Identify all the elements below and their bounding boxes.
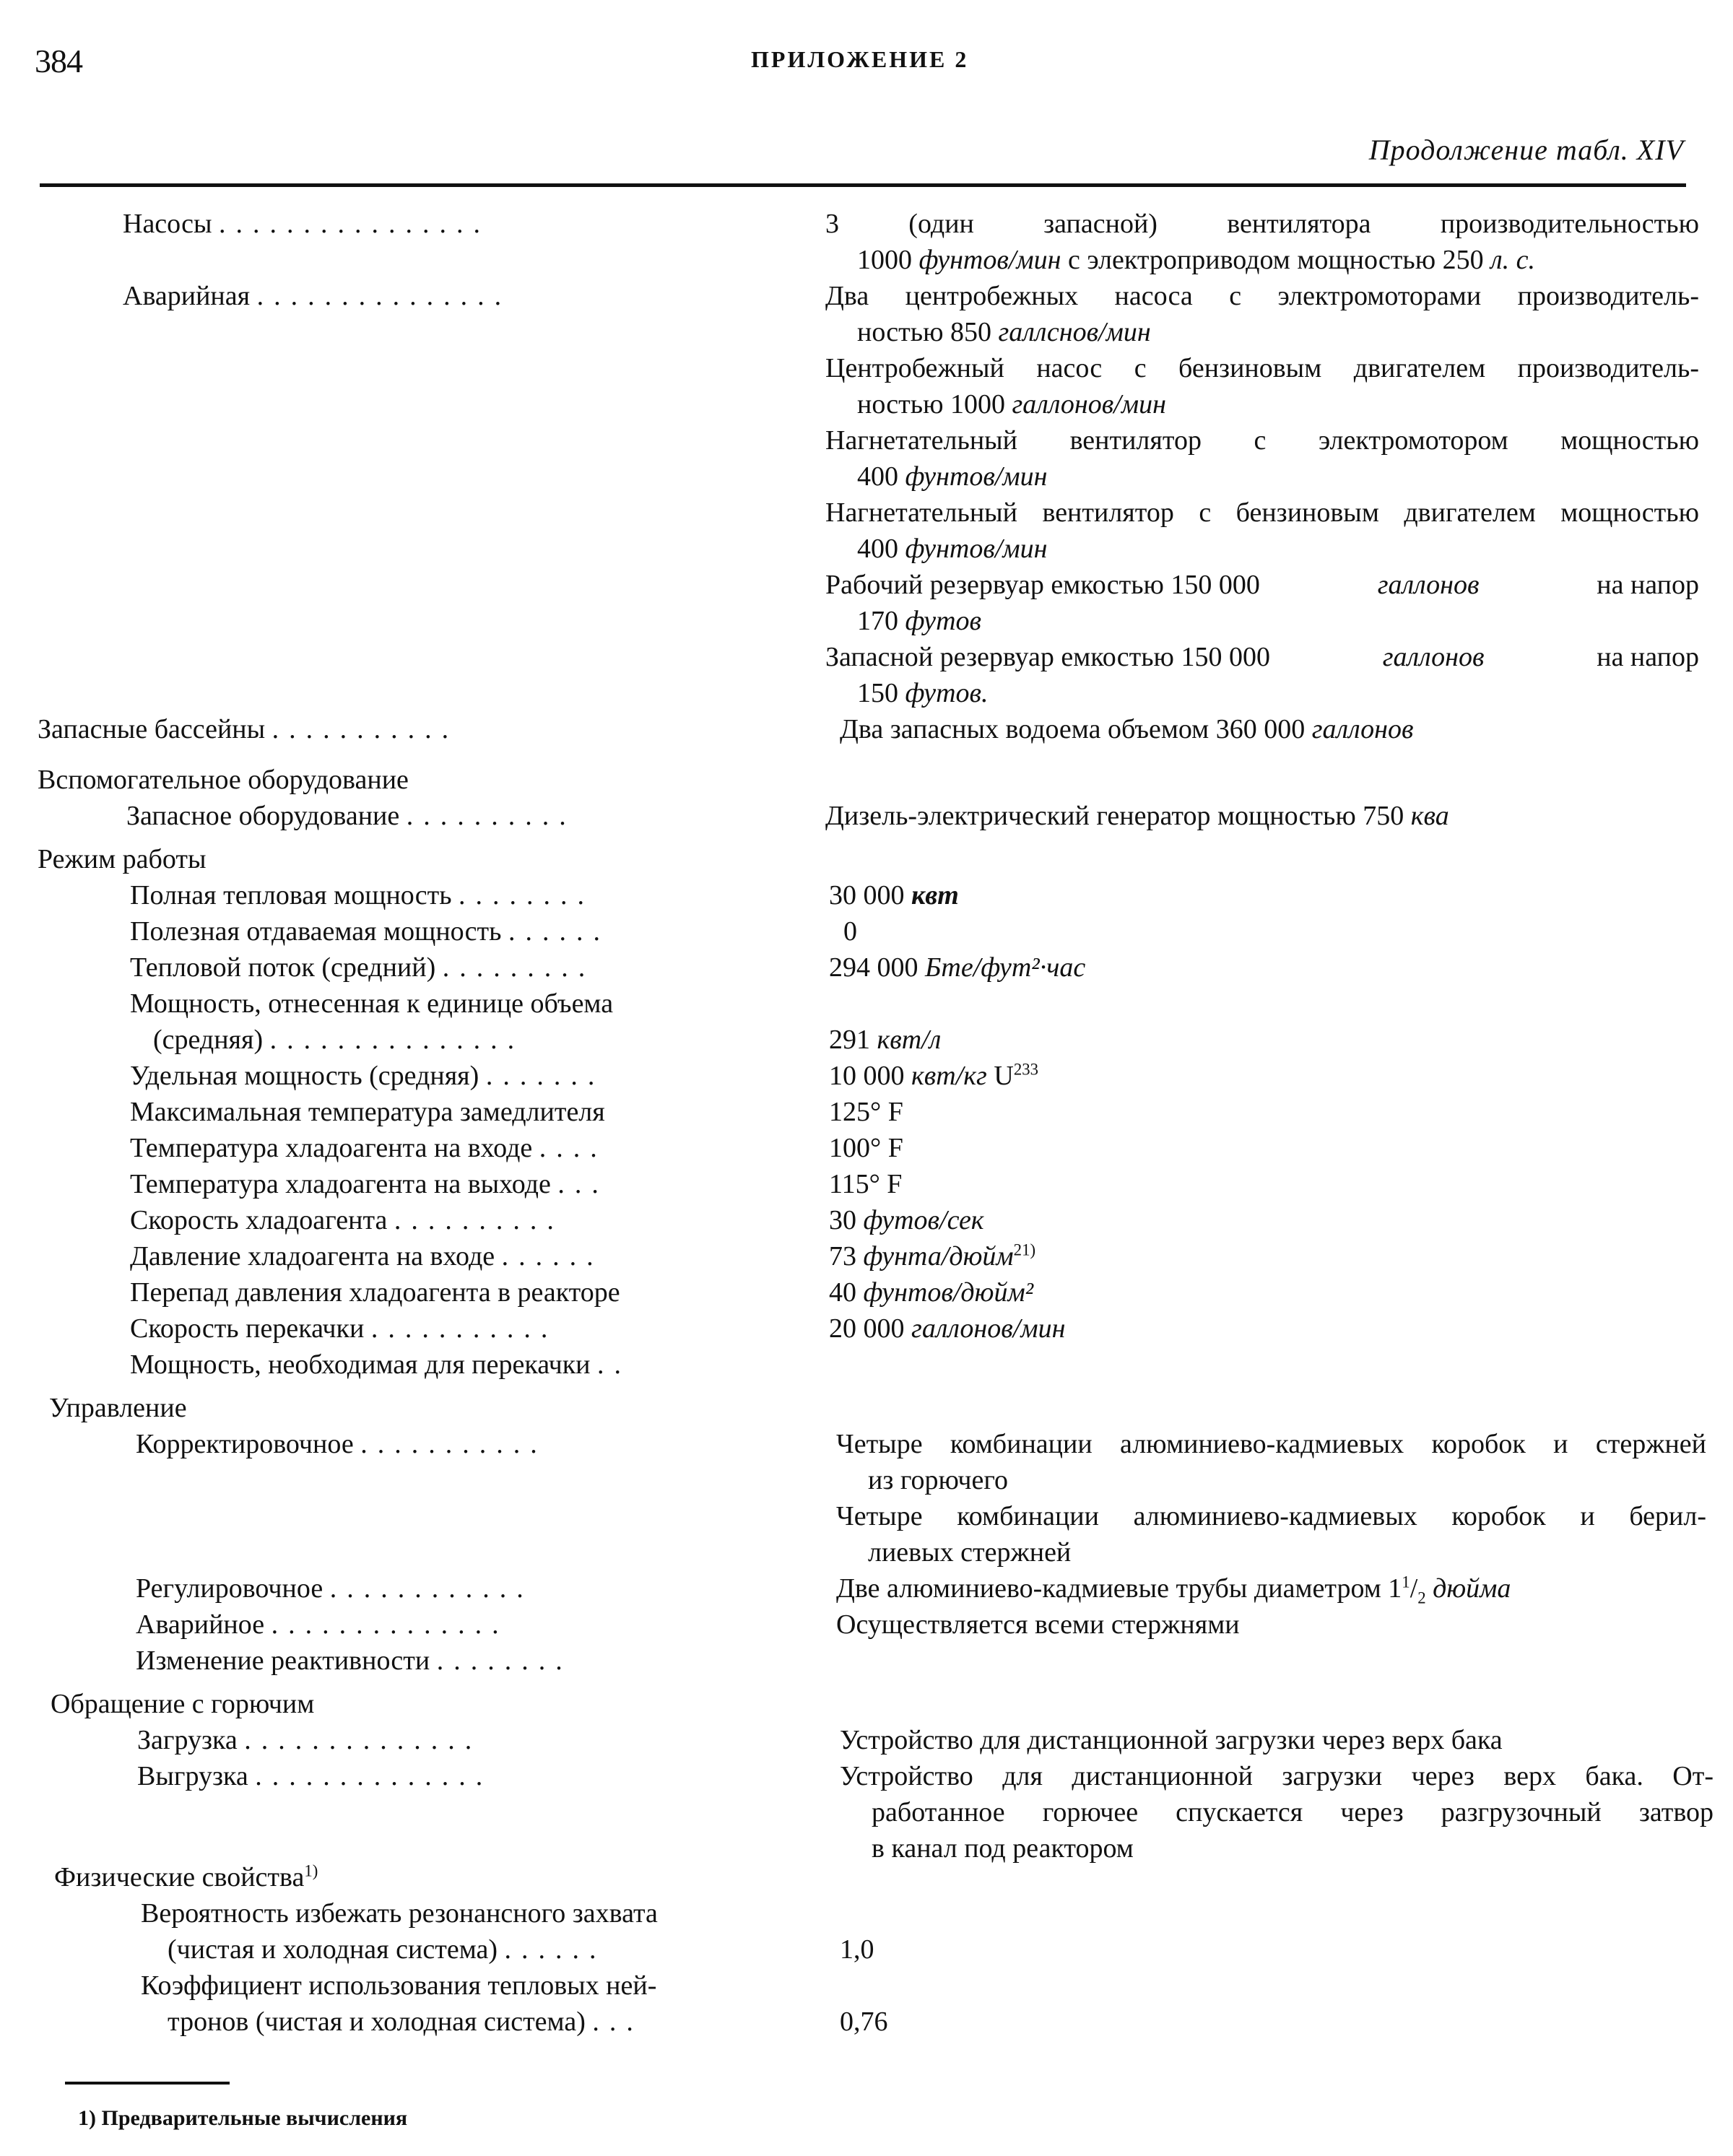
value-coolant-outlet-temp: 115° F: [829, 1169, 903, 1199]
footnote: [78, 2106, 407, 2131]
value-coolant-inlet-pressure: 73 фунта/дюйм$^{21)}$: [829, 1240, 1036, 1272]
value-reserve-pools: Два запасных водоема объемом 360 000 галлонов: [840, 714, 1414, 744]
label-fuel-handling: Обращение с горючим: [51, 1689, 315, 1719]
label-loading: Загрузка ..............: [137, 1725, 482, 1755]
footnote-rule: [65, 2082, 230, 2085]
label-coolant-inlet-temp: Температура хладоагента на входе ....: [130, 1133, 607, 1163]
value-coolant-inlet-temp: 100° F: [829, 1133, 903, 1163]
value-regulating-control: Две алюминиево-кадмиевые трубы диаметром $1^1/_2$ дюйма: [836, 1573, 1511, 1607]
value-specific-power: 10 000 квт/кг $U^{233}$: [829, 1060, 1039, 1091]
label-specific-power: Удельная мощность (средняя) .......: [130, 1061, 605, 1091]
value-emergency-pumps: Два центробежных насоса с электромоторами производитель- ностью 850 галлснов/мин Центробежный насос с бензиновым двигателем производитель- ностью 1000 галлонов/мин Нагнетательный вентилятор с электромотором мощностью 400 фунтов/мин Нагнетательный вентилятор с бензиновым двигателем мощностью 400 фунтов/мин Рабочий резервуар емкостью 150 000 галлонов на напор 170 футов Запасной резервуар емкостью 150 000 галлонов на напор 150 футов.: [825, 281, 1699, 708]
value-shim-control: Четыре комбинации алюминиево-кадмиевых коробок и стержней из горючего Четыре комбинации алюминиево-кадмиевых коробок и берил- лиевых стержней: [836, 1429, 1706, 1568]
label-resonance-escape-cont: (чистая и холодная система) ......: [168, 1934, 607, 1965]
label-reserve-pools: Запасные бассейны ...........: [38, 714, 459, 744]
label-thermal-utilization-cont: тронов (чистая и холодная система) ...: [168, 2007, 643, 2037]
value-heat-flux: 294 000 Бте/фут²·час: [829, 952, 1086, 983]
value-pump-rate: 20 000 галлонов/мин: [829, 1313, 1066, 1344]
label-reactivity-change: Изменение реактивности ........: [136, 1646, 573, 1676]
label-pump-rate: Скорость перекачки ...........: [130, 1313, 558, 1344]
value-resonance-escape: 1,0: [840, 1934, 874, 1965]
label-coolant-velocity: Скорость хладоагента ..........: [130, 1205, 564, 1235]
label-aux-equipment: Вспомогательное оборудование: [38, 765, 409, 795]
value-useful-power: 0: [843, 916, 857, 947]
value-power-density: 291 квт/л: [829, 1025, 942, 1055]
label-pumping-power: Мощность, необходимая для перекачки ..: [130, 1349, 632, 1380]
label-power-density: Мощность, отнесенная к единице объема: [130, 988, 614, 1019]
label-useful-power: Полезная отдаваемая мощность ......: [130, 916, 610, 947]
label-unloading: Выгрузка ..............: [137, 1761, 493, 1791]
value-thermal-utilization: 0,76: [840, 2007, 888, 2037]
value-pumps: 3 (один запасной) вентилятора производительностью 1000 фунтов/мин с электроприводом мощностью 250 л. с.: [825, 209, 1699, 275]
page-number: 384: [35, 43, 82, 79]
label-max-moderator-temp: Максимальная температура замедлителя: [130, 1097, 605, 1127]
label-thermal-power: Полная тепловая мощность ........: [130, 880, 595, 910]
value-pressure-drop: 40 фунтов/дюйм²: [829, 1277, 1034, 1308]
label-pressure-drop: Перепад давления хладоагента в реакторе: [130, 1277, 620, 1308]
value-unloading: Устройство для дистанционной загрузки через верх бака. От- работанное горючее спускается через разгрузочный затвор в канал под реактором: [840, 1761, 1714, 1864]
running-head: ПРИЛОЖЕНИЕ 2: [751, 46, 969, 72]
table-top-rule: [40, 183, 1686, 187]
label-heat-flux: Тепловой поток (средний) .........: [130, 952, 596, 983]
label-physical-properties: Физические свойства$^{1)}$: [54, 1861, 318, 1892]
value-loading: Устройство для дистанционной загрузки через верх бака: [840, 1725, 1503, 1755]
value-thermal-power: 30 000 квт: [829, 880, 959, 910]
label-coolant-outlet-temp: Температура хладоагента на выходе ...: [130, 1169, 609, 1199]
label-control: Управление: [49, 1393, 187, 1423]
label-reserve-equipment: Запасное оборудование ..........: [126, 801, 576, 831]
footnote-marker: 1): [78, 2106, 96, 2130]
value-reserve-equipment: Дизель-электрический генератор мощностью 750 ква: [825, 801, 1449, 831]
footnote-text: Предварительные вычисления: [101, 2106, 408, 2130]
label-regulating: Регулировочное ............: [136, 1573, 534, 1604]
label-scram: Аварийное ..............: [136, 1609, 509, 1640]
label-operating-mode: Режим работы: [38, 844, 207, 874]
value-coolant-velocity: 30 футов/сек: [829, 1205, 984, 1235]
label-shim: Корректировочное ...........: [136, 1429, 547, 1459]
label-emergency: Аварийная ...............: [123, 281, 512, 311]
label-coolant-inlet-pressure: Давление хладоагента на входе ......: [130, 1241, 604, 1272]
label-resonance-escape: Вероятность избежать резонансного захвата: [141, 1898, 658, 1929]
label-power-density-cont: (средняя) ...............: [153, 1025, 525, 1055]
label-thermal-utilization: Коэффициент использования тепловых ней-: [141, 1970, 657, 2001]
label-pumps: Насосы ................: [123, 209, 491, 239]
table-continuation-caption: Продолжение табл. XIV: [1368, 134, 1684, 166]
value-scram-control: Осуществляется всеми стержнями: [836, 1609, 1240, 1640]
value-max-moderator-temp: 125° F: [829, 1097, 903, 1127]
